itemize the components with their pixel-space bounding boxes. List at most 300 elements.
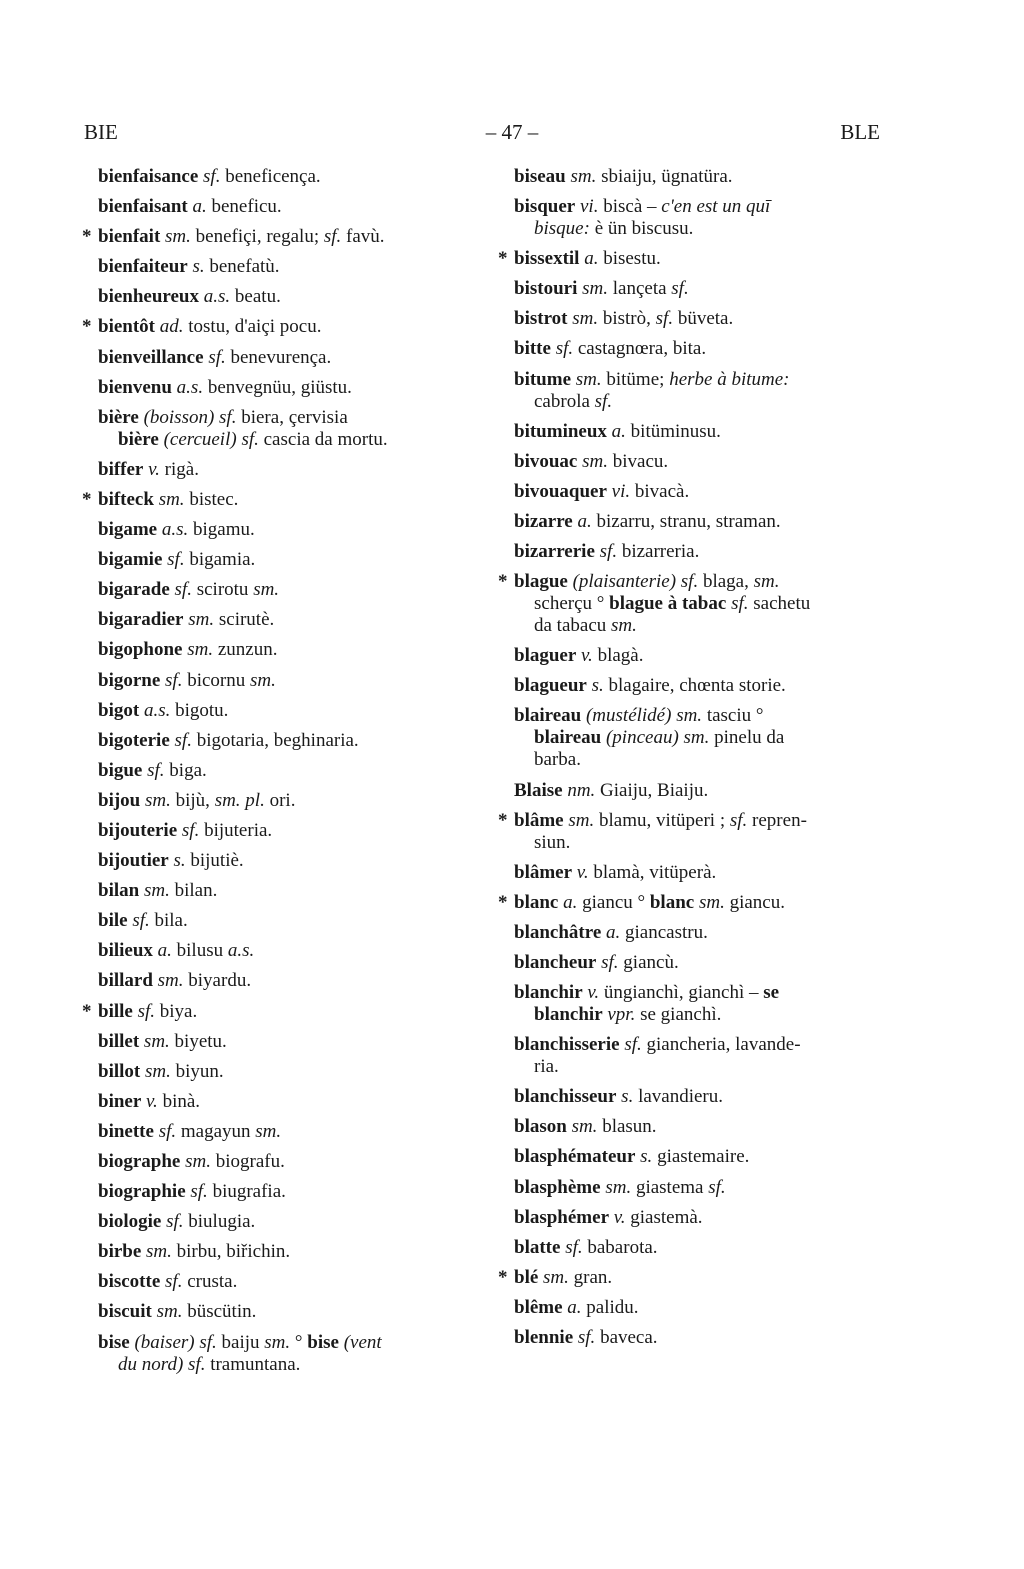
grammar-label: sm. (139, 880, 170, 902)
headword: blaguer (514, 645, 577, 667)
entry-line (514, 421, 889, 443)
headword: blanc (514, 891, 559, 913)
headword: bigoterie (98, 729, 170, 751)
entry-line (514, 1207, 889, 1229)
entry-line (98, 1332, 478, 1354)
headword: billot (98, 1060, 141, 1082)
headword: bière (118, 428, 159, 450)
asterisk-mark: * (498, 248, 508, 270)
grammar-label: sm. (571, 368, 602, 390)
headword: biscotte (98, 1271, 161, 1293)
grammar-label: (vent (338, 1331, 382, 1353)
headword: bijoutier (98, 850, 169, 872)
entry-line (514, 593, 889, 615)
translation: giancu. (724, 891, 785, 913)
entry-line (514, 1267, 889, 1289)
headword: blanchir (514, 982, 583, 1004)
translation: da tabacu (534, 615, 607, 637)
headword: blague à tabac (609, 593, 727, 615)
translation: giastemaire. (652, 1146, 750, 1168)
entry-line (514, 892, 889, 914)
entry-line (98, 1031, 478, 1053)
dictionary-entry (514, 511, 889, 541)
translation: palidu. (581, 1296, 639, 1318)
entry-line (514, 248, 889, 270)
dictionary-entry (98, 820, 478, 850)
entry-line (514, 749, 889, 771)
translation: bilusu (171, 940, 224, 962)
headword: bissextil (514, 248, 580, 270)
translation: babarota. (582, 1236, 658, 1258)
grammar-label: sm. (567, 308, 599, 330)
translation: bijuteria. (199, 819, 273, 841)
translation: bigotaria, beghinaria. (191, 729, 359, 751)
grammar-label: sm. (577, 278, 608, 300)
entry-line (98, 1241, 478, 1263)
headword: blaireau (534, 727, 602, 749)
headword: biographie (98, 1181, 186, 1203)
dictionary-entry (514, 308, 889, 338)
translation: zunzun. (213, 639, 278, 661)
asterisk-mark: * (498, 809, 508, 831)
translation: lançeta (607, 278, 667, 300)
grammar-label: v. (576, 645, 593, 667)
headword: bijouterie (98, 819, 178, 841)
dictionary-entry (98, 639, 478, 669)
entry-line (514, 1086, 889, 1108)
dictionary-entry (498, 248, 889, 278)
grammar-label: s. (168, 850, 186, 872)
dictionary-entry (514, 952, 889, 982)
translation: beatu. (230, 286, 281, 308)
dictionary-entry (498, 571, 889, 645)
grammar-label: s. (586, 675, 604, 697)
translation: giancheria, lavande- (641, 1034, 801, 1056)
translation: benevurença. (225, 346, 332, 368)
entry-line (98, 910, 478, 932)
translation: blasun. (597, 1116, 657, 1138)
translation: cabrola (534, 390, 590, 412)
dictionary-entry (514, 922, 889, 952)
grammar-label: sf. (132, 1000, 156, 1022)
translation: scirotu (191, 579, 249, 601)
translation: birbu, biřichin. (171, 1241, 291, 1263)
headword: biseau (514, 166, 566, 187)
translation: bila. (149, 910, 188, 932)
grammar-label: sf. (594, 541, 618, 563)
grammar-label: bisque: (534, 218, 590, 240)
headword: bivouac (514, 450, 578, 472)
grammar-label: sf. (596, 951, 619, 973)
headword: blason (514, 1116, 567, 1138)
grammar-label: sf. (198, 166, 221, 187)
grammar-label: sf. (161, 1211, 184, 1233)
translation: biscà – (598, 196, 662, 218)
grammar-label: sf. (169, 729, 192, 751)
headword: bigame (98, 519, 158, 541)
translation: bicornu (182, 669, 246, 691)
translation: pinelu da (709, 727, 785, 749)
translation: blagaire, chœnta storie. (603, 675, 786, 697)
headword: bise (307, 1331, 339, 1353)
dictionary-entry (98, 286, 478, 316)
translation: blamu, vitüperi ; (594, 809, 726, 831)
translation: benvegnüu, giüstu. (203, 376, 352, 398)
entry-line (98, 459, 478, 481)
headword: bientôt (98, 316, 155, 338)
translation: ria. (534, 1056, 559, 1078)
headword: blanchir (534, 1004, 603, 1026)
entry-line (514, 308, 889, 330)
headword: billet (98, 1030, 140, 1052)
headword: biffer (98, 458, 144, 480)
headword: bienvenu (98, 376, 172, 398)
grammar-label: sm. (563, 809, 595, 831)
headword: bisquer (514, 196, 576, 218)
grammar-label: nm. (562, 779, 596, 801)
grammar-label: a.s. (139, 699, 171, 721)
grammar-label: sf. (560, 1236, 583, 1258)
grammar-label: vi. (575, 196, 599, 218)
asterisk-mark: * (82, 316, 92, 338)
entry-line (514, 862, 889, 884)
grammar-label: a.s. (171, 376, 204, 398)
dictionary-entry (514, 705, 889, 779)
asterisk-mark: * (498, 891, 508, 913)
grammar-label: a. (572, 510, 592, 532)
entry-line (514, 810, 889, 832)
entry-line (98, 1121, 478, 1143)
dictionary-entry (98, 377, 478, 407)
translation: blaga, (698, 571, 754, 593)
entry-line (98, 850, 478, 872)
headword: bienfaiteur (98, 256, 188, 278)
page-number: – 47 – (485, 120, 539, 144)
grammar-label: sm. (694, 891, 725, 913)
headword: bille (98, 1000, 133, 1022)
dictionary-entry (514, 675, 889, 705)
translation: bijù, (170, 789, 210, 811)
translation: scirutè. (214, 609, 275, 631)
translation: benefatù. (204, 256, 280, 278)
entry-line (98, 790, 478, 812)
entry-line (514, 391, 889, 413)
headword: bienfaisant (98, 196, 188, 218)
dictionary-entry (98, 1151, 478, 1181)
headword: blasphémateur (514, 1146, 636, 1168)
dictionary-entry (98, 1181, 478, 1211)
dictionary-entry (498, 809, 889, 862)
translation: giastemà. (625, 1206, 703, 1228)
translation: biulugia. (183, 1211, 256, 1233)
grammar-label: a.s. (157, 519, 189, 541)
headword: bilan (98, 880, 140, 902)
translation: cascia da mortu. (258, 428, 388, 450)
translation: biera, çervisia (236, 406, 348, 428)
translation: favù. (341, 226, 385, 248)
grammar-label: (baiser) sf. (129, 1331, 217, 1353)
translation: blamà, vitüperà. (588, 861, 717, 883)
translation: baveca. (595, 1327, 658, 1348)
left-column (82, 166, 478, 1384)
entry-line (98, 549, 478, 571)
asterisk-mark: * (498, 1266, 508, 1288)
grammar-label: sm. (245, 669, 276, 691)
grammar-label: v. (609, 1206, 626, 1228)
entry-line (514, 1237, 889, 1259)
dictionary-entry (98, 850, 478, 880)
entry-line (514, 481, 889, 503)
headword: blanchâtre (514, 921, 602, 943)
grammar-label: sf. (650, 308, 674, 330)
translation: büscütin. (182, 1301, 257, 1323)
headword: se (763, 982, 780, 1004)
headword: bienveillance (98, 346, 204, 368)
entry-line (514, 705, 889, 727)
translation: tostu, d'aiçi pocu. (183, 316, 322, 338)
dictionary-entry (514, 1034, 889, 1086)
translation: bilan. (169, 880, 218, 902)
grammar-label: sm. (606, 615, 637, 637)
headword: bistouri (514, 278, 578, 300)
headword: birbe (98, 1241, 142, 1263)
entry-line (98, 377, 478, 399)
asterisk-mark: * (82, 1000, 92, 1022)
dictionary-entry (514, 1086, 889, 1116)
dictionary-entry (514, 166, 889, 196)
grammar-label: sm. (600, 1176, 632, 1198)
headword: bigorne (98, 669, 161, 691)
grammar-label: a.s. (199, 286, 231, 308)
entry-line (514, 675, 889, 697)
entry-line (98, 1211, 478, 1233)
grammar-label: sf. (153, 1120, 177, 1142)
dictionary-entry (514, 1327, 889, 1357)
translation: bisestu. (598, 248, 661, 270)
dictionary-entry (98, 347, 478, 377)
grammar-label: a. (558, 891, 578, 913)
entry-line (514, 1146, 889, 1168)
headword: bigophone (98, 639, 183, 661)
entry-line (98, 286, 478, 308)
dictionary-entry (98, 1121, 478, 1151)
entry-line (98, 1271, 478, 1293)
grammar-label: sf. (726, 593, 749, 615)
entry-line (98, 700, 478, 722)
entry-line (514, 1177, 889, 1199)
dictionary-entry (98, 1061, 478, 1091)
translation: biga. (164, 759, 207, 781)
dictionary-entry (82, 226, 478, 256)
grammar-label: sf. (619, 1034, 642, 1056)
grammar-label: herbe à bitume: (669, 368, 790, 390)
grammar-label: v. (141, 1090, 158, 1112)
headword: bigot (98, 699, 140, 721)
grammar-label: a. (152, 940, 172, 962)
entry-line (98, 1151, 478, 1173)
dictionary-entry (514, 1297, 889, 1327)
dictionary-entry (98, 790, 478, 820)
grammar-label: sm. (259, 1331, 291, 1353)
headword: bile (98, 910, 128, 932)
entry-line (514, 952, 889, 974)
grammar-label: v. (582, 982, 600, 1004)
translation: bitüminusu. (625, 420, 721, 442)
dictionary-entry (98, 1271, 478, 1301)
grammar-label: sf. (666, 278, 689, 300)
grammar-label: sm. (182, 639, 214, 661)
translation: magayun (176, 1120, 251, 1142)
dictionary-entry (98, 166, 478, 196)
headword: blagueur (514, 675, 587, 697)
entry-line (98, 670, 478, 692)
dictionary-entry (514, 982, 889, 1034)
grammar-label: a. (187, 196, 207, 218)
entry-line (98, 820, 478, 842)
headword: bienheureux (98, 286, 200, 308)
entry-line (98, 1181, 478, 1203)
dictionary-entry (98, 700, 478, 730)
translation: benefiçi, regalu; (190, 226, 320, 248)
translation: baiju (216, 1331, 260, 1353)
entry-line (98, 1301, 478, 1323)
grammar-label: v. (572, 861, 589, 883)
grammar-label: a. (606, 420, 626, 442)
headword: biner (98, 1090, 142, 1112)
entry-line (98, 1091, 478, 1113)
entry-line (98, 256, 478, 278)
translation: biyardu. (183, 970, 252, 992)
dictionary-entry (98, 940, 478, 970)
dictionary-entry (98, 1031, 478, 1061)
translation: rigà. (159, 458, 199, 480)
headword: blatte (514, 1236, 561, 1258)
dictionary-entry (514, 1146, 889, 1176)
grammar-label: s. (635, 1146, 653, 1168)
grammar-label: (cercueil) sf. (158, 428, 259, 450)
entry-line (98, 196, 478, 218)
entry-line (514, 218, 889, 240)
grammar-label: vi. (606, 480, 631, 502)
grammar-label: sm. (577, 450, 608, 472)
entry-line (514, 727, 889, 749)
headword: bizarre (514, 510, 573, 532)
entry-line (98, 489, 478, 511)
headword: bilieux (98, 940, 153, 962)
entry-line (514, 1004, 889, 1026)
grammar-label: sf. (725, 809, 748, 831)
grammar-label: ad. (155, 316, 184, 338)
entry-line (514, 511, 889, 533)
headword: bise (98, 1331, 130, 1353)
entry-line (98, 940, 478, 962)
entry-line (98, 1061, 478, 1083)
headword: blasphème (514, 1176, 601, 1198)
translation: bitüme; (601, 368, 670, 390)
grammar-label: sm. (565, 166, 597, 187)
headword: blanchisseur (514, 1086, 617, 1108)
headword: blé (514, 1266, 539, 1288)
dictionary-entry (98, 910, 478, 940)
grammar-label: sf. (185, 1181, 208, 1203)
grammar-label: sm. (141, 1241, 172, 1263)
dictionary-entry (514, 481, 889, 511)
grammar-label: (plaisanterie) sf. (567, 571, 699, 593)
dictionary-entry (98, 196, 478, 226)
translation: lavandieru. (633, 1086, 724, 1108)
translation: bizarreria. (617, 541, 700, 563)
headword: blême (514, 1296, 563, 1318)
translation: beneficença. (220, 166, 321, 187)
headword: blennie (514, 1327, 574, 1348)
headword: billard (98, 970, 153, 992)
translation: Giaiju, Biaiju. (595, 779, 709, 801)
entry-line (514, 278, 889, 300)
translation: giancu ° (577, 891, 650, 913)
grammar-label: sm. (248, 579, 280, 601)
dictionary-entry (98, 1091, 478, 1121)
dictionary-entry (514, 1116, 889, 1146)
grammar-label: sf. (162, 549, 185, 571)
translation: büveta. (673, 308, 734, 330)
translation: blagà. (592, 645, 644, 667)
headword: blanchisserie (514, 1034, 620, 1056)
entry-line (98, 407, 478, 429)
grammar-label: a. (601, 921, 621, 943)
grammar-label: sf. (127, 910, 150, 932)
dictionary-entry (98, 730, 478, 760)
grammar-label: sf. (160, 669, 183, 691)
dictionary-entry (98, 256, 478, 286)
entry-line (514, 1034, 889, 1056)
translation: tramuntana. (205, 1353, 301, 1375)
dictionary-entry (98, 407, 478, 459)
entry-line (98, 880, 478, 902)
dictionary-entry (498, 891, 889, 922)
translation: bigotu. (170, 699, 229, 721)
translation: biugrafia. (207, 1181, 286, 1203)
translation: giancastru. (620, 921, 708, 943)
grammar-label: sm. (160, 226, 191, 248)
grammar-label: sf. (589, 390, 613, 412)
dictionary-entry (514, 645, 889, 675)
translation: bigamu. (188, 519, 255, 541)
asterisk-mark: * (82, 226, 92, 248)
translation: ° (290, 1331, 308, 1353)
grammar-label: sm. (152, 970, 184, 992)
entry-line (98, 760, 478, 782)
translation: scherçu ° (534, 593, 610, 615)
grammar-label: sm. (140, 1060, 171, 1082)
grammar-label: a.s. (223, 940, 255, 962)
dictionary-entry (98, 1301, 478, 1331)
dictionary-entry (514, 780, 889, 810)
asterisk-mark: * (498, 571, 508, 593)
entry-line (514, 1327, 889, 1349)
grammar-label: sf. (203, 346, 226, 368)
grammar-label: sm. (566, 1116, 598, 1138)
translation: giastema (631, 1176, 704, 1198)
dictionary-entry (514, 338, 889, 368)
grammar-label: sm. pl. (209, 789, 265, 811)
translation: siun. (534, 831, 571, 853)
dictionary-entry (98, 1332, 478, 1384)
grammar-label: sm. (180, 1151, 211, 1172)
entry-line (514, 645, 889, 667)
translation: gran. (568, 1266, 613, 1288)
grammar-label: sf. (177, 819, 200, 841)
dictionary-entry (98, 549, 478, 579)
